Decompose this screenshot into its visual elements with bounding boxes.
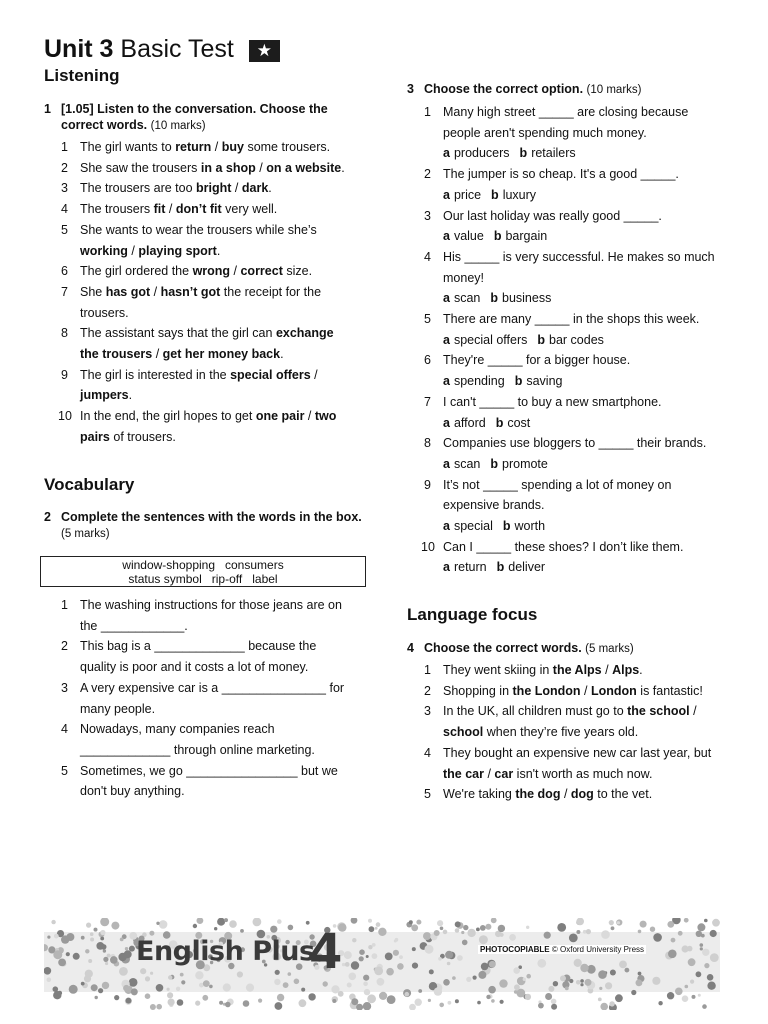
exercise-1-list [44,137,364,448]
list-item: 2 The jumper is so cheap. It's a good _____. a price b luxury [424,167,679,202]
publisher-label: © Oxford University Press [551,945,645,954]
list-item: 3 A very expensive car is a _______________ for many people. [61,680,345,716]
word-choice[interactable]: school [443,725,484,740]
option-b[interactable]: worth [514,519,546,534]
option-b[interactable]: bargain [505,229,548,244]
list-item: 8 Companies use bloggers to _____ their brands. a scan b promote [424,436,707,471]
word-choice[interactable]: the trousers [80,347,153,362]
marks-label: (5 marks) [61,528,110,540]
list-item: 1 They went skiing in the Alps / Alps. [424,663,643,677]
list-item: 9 The girl is interested in the special offers / jumpers. [61,367,318,403]
list-item: 3 In the UK, all children must go to the school / school when they’re five years old. [424,704,697,740]
brand-logo: English Plus [136,936,315,967]
list-item: 1 The girl wants to return / buy some trousers. [61,140,331,154]
word-choice[interactable]: one pair [255,409,305,424]
list-item: 1 The washing instructions for those jeans are on the ____________. [61,598,342,633]
word-box-line: window-shopping consumers [122,558,284,572]
list-item: 2 Shopping in the London / London is fantastic! [424,683,703,698]
word-choice[interactable]: special offers [230,367,311,382]
list-item: 7 I can't _____ to buy a new smartphone. a afford b cost [424,394,662,430]
word-choice[interactable]: wrong [192,264,231,279]
instruction-text: [1.05] Listen to the conversation. Choose the correct words. [61,102,328,132]
exercise-3-instruction [407,81,737,98]
word-choice[interactable]: car [494,766,514,781]
word-choice[interactable]: get her money back [162,347,281,362]
instruction-text: Choose the correct option. [424,82,584,96]
option-b[interactable]: business [502,291,552,306]
exercise-number: 2 [44,510,51,524]
listening-heading: Listening [44,66,120,85]
list-item: 1 Many high street _____ are closing because people aren't spending much money. a producers b retailers [424,105,689,161]
option-a[interactable]: spending [453,374,505,389]
list-item: 4 His _____ is very successful. He makes so much money! a scan b business [424,249,715,306]
exercise-2-instruction [44,509,364,542]
test-title: Basic Test [120,35,234,63]
list-item: 4 They bought an expensive new car last year, but the car / car isn't worth as much now. [424,745,712,781]
list-item: 4 Nowadays, many companies reach _____________ through online marketing. [61,722,315,757]
brand-level-number: 4 [309,924,343,980]
list-item: 6 The girl ordered the wrong / correct size. [61,264,313,279]
marks-label: (10 marks) [586,84,642,96]
unit-label: Unit 3 [44,35,114,63]
option-b[interactable]: luxury [502,187,537,202]
list-item: 5 Sometimes, we go ________________ but we don't buy anything. [61,763,338,799]
word-choice[interactable]: jumpers [80,388,129,403]
word-choice[interactable]: has got [105,284,151,299]
list-item: 10 In the end, the girl hopes to get one pair / two pairs of trousers. [58,409,337,444]
option-b[interactable]: retailers [531,146,576,161]
word-choice[interactable]: fit [153,202,166,217]
marks-label: (5 marks) [585,643,634,655]
word-choice[interactable]: exchange [275,326,334,341]
word-choice[interactable]: bright [196,181,232,196]
instruction-text: Complete the sentences with the words in the box. [61,510,362,524]
exercise-2-list [44,595,364,802]
word-choice[interactable]: London [590,683,637,698]
photocopiable-label: PHOTOCOPIABLE [480,945,550,954]
list-item: 3 Our last holiday was really good _____. a value b bargain [424,208,662,244]
exercise-3-list [407,102,737,578]
word-choice[interactable]: dark [241,181,269,196]
option-b[interactable]: bar codes [549,332,604,347]
option-a[interactable]: value [453,229,484,244]
word-choice[interactable]: dog [570,787,594,802]
word-choice[interactable]: the dog [515,787,561,802]
option-a[interactable]: producers [453,146,510,161]
footer-banner [44,918,720,1010]
copyright-notice [478,945,646,954]
list-item: 9 It’s not _____ spending a lot of money on expensive brands. a special b worth [424,477,672,534]
list-item: 6 They're _____ for a bigger house. a spending b saving [424,353,631,389]
list-item: 3 The trousers are too bright / dark. [61,181,272,196]
word-box [40,556,366,587]
word-choice[interactable]: on a website [266,160,342,175]
word-choice[interactable]: the school [627,704,690,719]
list-item: 8 The assistant says that the girl can exchange the trousers / get her money back. [61,326,334,362]
list-item: 7 She has got / hasn’t got the receipt for the trousers. [61,284,322,320]
vocabulary-heading: Vocabulary [44,475,135,494]
exercise-number: 1 [44,102,51,116]
exercise-number: 3 [407,82,414,96]
list-item: 10 Can I _____ these shoes? I don’t like them. a return b deliver [421,539,684,575]
page-title [44,34,280,64]
list-item: 5 She wants to wear the trousers while she’s working / playing sport. [61,222,317,258]
word-choice[interactable]: return [175,140,212,154]
language-focus-heading: Language focus [407,605,538,624]
option-a[interactable]: price [453,187,482,202]
option-b[interactable]: deliver [508,560,546,575]
list-item: 2 She saw the trousers in a shop / on a website. [61,160,345,175]
exercise-4-instruction [407,640,737,657]
exercise-4-list [407,660,737,805]
word-choice[interactable]: in a shop [200,160,256,175]
option-a[interactable]: return [453,560,487,575]
word-choice[interactable]: correct [240,264,283,279]
word-choice[interactable]: hasn’t got [160,284,221,299]
option-a[interactable]: scan [453,291,481,306]
option-b[interactable]: saving [526,374,563,389]
word-choice[interactable]: Alps [612,663,640,677]
list-item: 5 We're taking the dog / dog to the vet. [424,787,653,802]
list-item: 5 There are many _____ in the shops this week. a special offers b bar codes [424,312,700,347]
word-choice[interactable]: don’t fit [175,202,222,217]
exercise-1-instruction [44,101,364,134]
marks-label: (10 marks) [150,120,206,132]
word-choice[interactable]: the car [443,766,484,781]
word-choice[interactable]: working [80,243,128,258]
star-badge-icon: ★ [249,40,280,62]
option-a[interactable]: special [453,519,493,534]
list-item: 2 This bag is a _____________ because the quality is poor and it costs a lot of money. [61,639,317,675]
option-a[interactable]: scan [453,456,481,471]
word-choice[interactable]: two [314,409,337,424]
word-choice[interactable]: playing sport [138,243,217,258]
option-a[interactable]: afford [453,415,486,430]
word-choice[interactable]: pairs [80,429,110,444]
word-choice[interactable]: the London [512,683,581,698]
word-choice[interactable]: buy [221,140,244,154]
option-a[interactable]: special offers [453,332,528,347]
word-choice[interactable]: the Alps [552,663,602,677]
exercise-number: 4 [407,641,414,655]
option-b[interactable]: promote [502,456,548,471]
instruction-text: Choose the correct words. [424,641,582,655]
option-b[interactable]: cost [507,415,531,430]
word-box-line: status symbol rip-off label [128,572,278,586]
list-item: 4 The trousers fit / don’t fit very well. [61,202,278,217]
